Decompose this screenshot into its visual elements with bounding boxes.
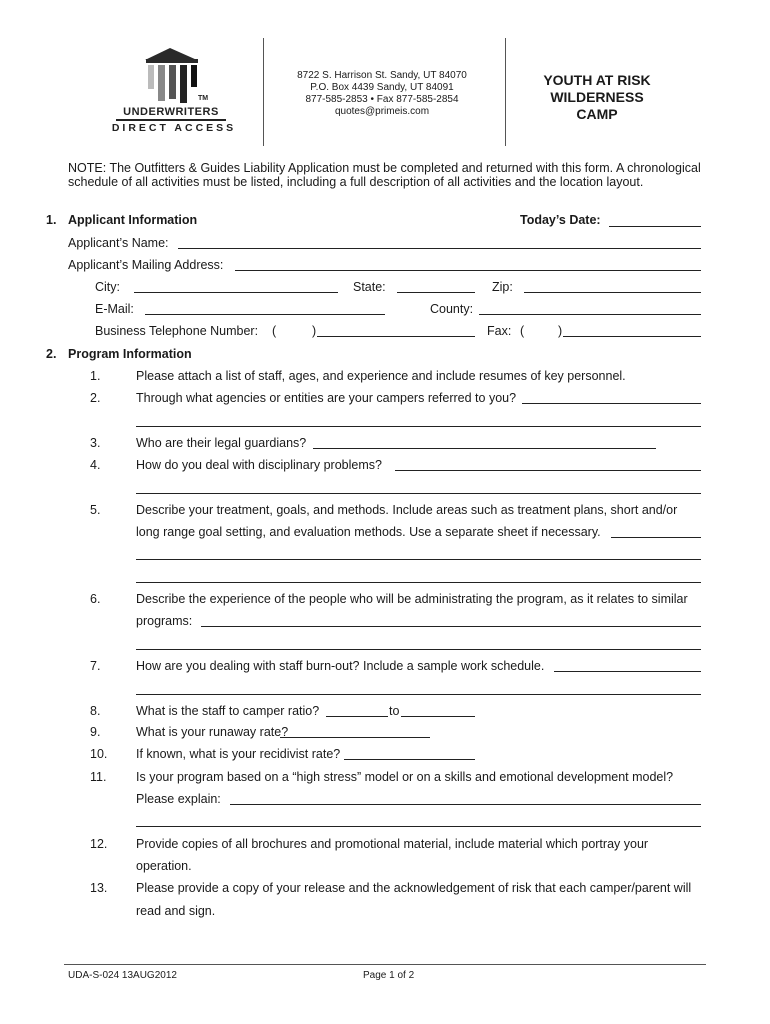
question-number: 6. [90,592,101,606]
address-phone-fax: 877-585-2853 • Fax 877-585-2854 [305,94,459,105]
question-number: 9. [90,725,101,739]
page-number: Page 1 of 2 [363,970,415,981]
answer-line[interactable] [344,759,475,760]
question-number: 7. [90,659,101,673]
question-text: long range goal setting, and evaluation methods. Use a separate sheet if necessary. [136,525,601,539]
logo-subtitle: DIRECT ACCESS [111,122,237,134]
company-logo [90,46,250,138]
form-title: YOUTH AT RISK WILDERNESS CAMP [543,72,651,122]
question-text: Please provide a copy of your release and the acknowledgement of risk that each camper/parent will [136,881,692,895]
ratio-to-label: to [389,704,400,718]
fax-label: Fax: [487,324,512,338]
building-icon [90,46,250,108]
question-text: Is your program based on a “high stress” model or on a skills and emotional development model? [136,770,674,784]
applicant-name-field[interactable] [178,248,701,249]
question-text: Please attach a list of staff, ages, and experience and include resumes of key personnel. [136,369,626,383]
staff-ratio-field[interactable] [326,716,388,717]
mailing-address-label: Applicant’s Mailing Address: [68,258,224,272]
section-title: Program Information [68,347,192,361]
svg-text:TM: TM [198,95,209,102]
section-number: 2. [46,347,57,361]
footer-rule [64,964,706,965]
fax-area-code-open: ( [520,324,525,338]
question-number: 13. [90,881,108,895]
address-street: 8722 S. Harrison St. Sandy, UT 84070 [297,70,467,81]
city-label: City: [95,280,120,294]
header-divider [263,38,264,146]
question-number: 10. [90,747,108,761]
mailing-address-field[interactable] [235,270,701,271]
answer-line[interactable] [313,448,656,449]
business-phone-field[interactable] [317,336,475,337]
answer-line[interactable] [136,826,701,827]
question-text: read and sign. [136,904,216,918]
question-text: Who are their legal guardians? [136,436,307,450]
question-number: 11. [90,770,107,784]
question-text: Describe the experience of the people who will be administrating the program, as it relates to similar [136,592,688,606]
question-number: 2. [90,391,101,405]
answer-line[interactable] [395,470,701,471]
answer-line[interactable] [136,582,701,583]
area-code-open: ( [272,324,277,338]
answer-line[interactable] [230,804,701,805]
answer-line[interactable] [611,537,701,538]
question-text: Provide copies of all brochures and promotional material, include material which portray your [136,837,649,851]
area-code-close: ) [312,324,317,338]
zip-field[interactable] [524,292,701,293]
question-number: 12. [90,837,108,851]
answer-line[interactable] [136,426,701,427]
todays-date-field[interactable] [609,226,701,227]
question-number: 3. [90,436,101,450]
applicant-name-label: Applicant’s Name: [68,236,169,250]
county-label: County: [430,302,474,316]
answer-line[interactable] [136,694,701,695]
note-paragraph: NOTE: The Outfitters & Guides Liability Application must be completed and returned with this form. A chronological schedule of all activities must be listed, including a full description of all activities and the location layout. [68,161,701,189]
address-po-box: P.O. Box 4439 Sandy, UT 84091 [310,82,454,93]
question-text: operation. [136,859,192,873]
question-number: 1. [90,369,101,383]
answer-line[interactable] [136,559,701,560]
answer-line[interactable] [522,403,701,404]
county-field[interactable] [479,314,701,315]
state-field[interactable] [397,292,475,293]
logo-wordmark: UNDERWRITERS [123,106,219,118]
question-text: programs: [136,614,193,628]
question-number: 8. [90,704,101,718]
todays-date-label: Today’s Date: [520,213,601,227]
question-number: 4. [90,458,101,472]
fax-field[interactable] [563,336,701,337]
city-field[interactable] [134,292,338,293]
business-phone-label: Business Telephone Number: [95,324,259,338]
section-title: Applicant Information [68,213,198,227]
address-email: quotes@primeis.com [334,106,430,117]
question-text: If known, what is your recidivist rate? [136,747,341,761]
answer-line[interactable] [201,626,701,627]
camper-ratio-field[interactable] [401,716,475,717]
question-text: How are you dealing with staff burn-out? Include a sample work schedule. [136,659,545,673]
question-text: What is your runaway rate? [136,725,289,739]
zip-label: Zip: [492,280,513,294]
email-field[interactable] [145,314,385,315]
question-text: How do you deal with disciplinary problems? [136,458,382,472]
form-code: UDA-S-024 13AUG2012 [68,970,177,981]
question-text: Describe your treatment, goals, and methods. Include areas such as treatment plans, short and/or [136,503,678,517]
answer-line[interactable] [136,649,701,650]
question-text: What is the staff to camper ratio? [136,704,320,718]
fax-area-code-close: ) [558,324,563,338]
answer-line[interactable] [136,493,701,494]
answer-line[interactable] [280,737,430,738]
answer-line[interactable] [554,671,701,672]
email-label: E-Mail: [95,302,134,316]
header-divider [505,38,506,146]
section-number: 1. [46,213,57,227]
question-text: Please explain: [136,792,221,806]
question-number: 5. [90,503,101,517]
company-address [272,70,492,118]
question-text: Through what agencies or entities are your campers referred to you? [136,391,517,405]
state-label: State: [353,280,386,294]
